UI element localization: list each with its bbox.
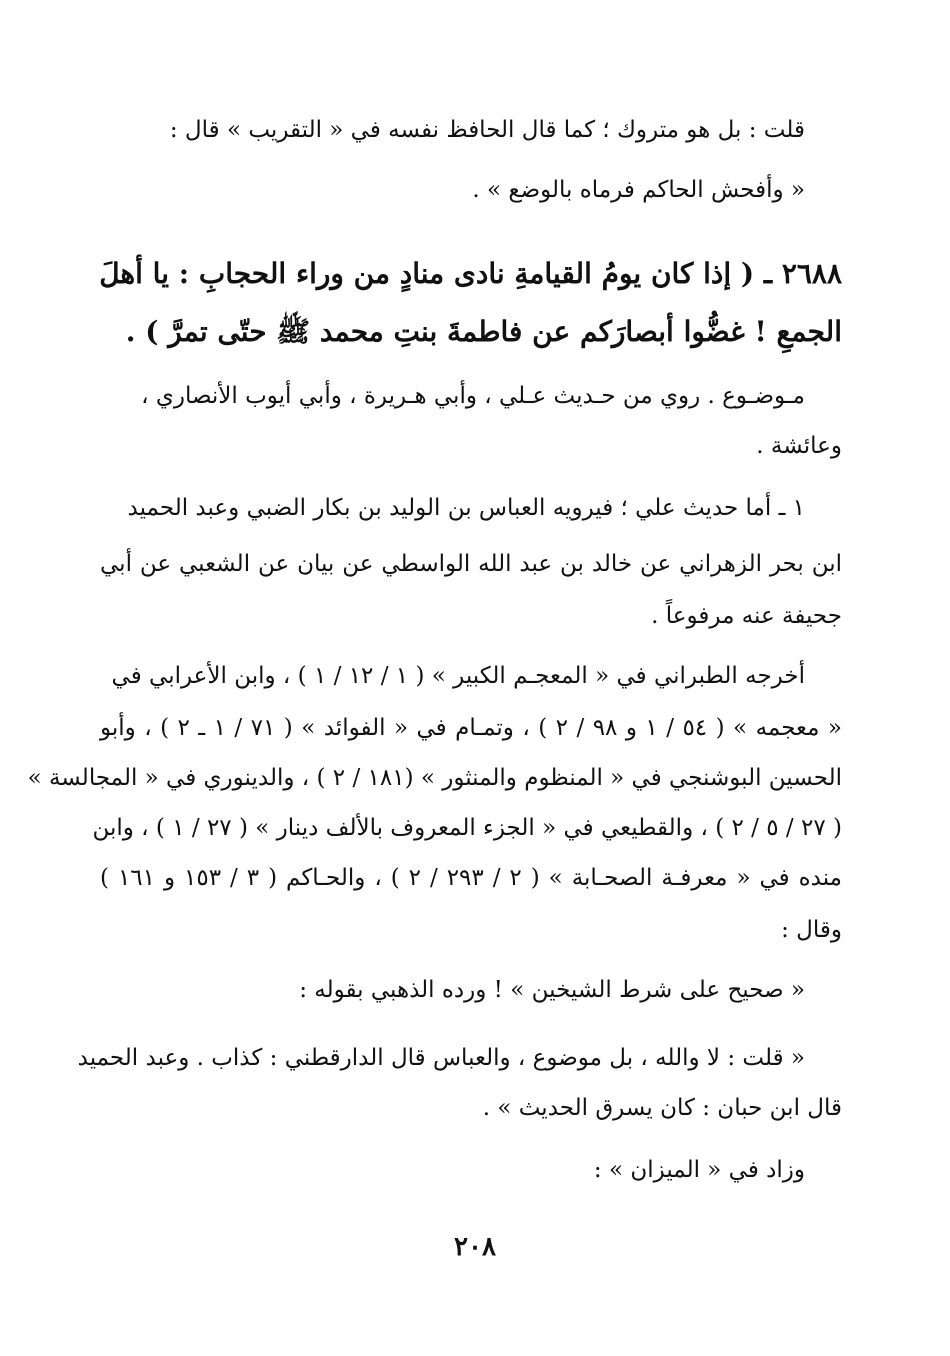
hadith-text-line-2: الجمعِ ! غضُّوا أبصارَكم عن فاطمةَ بنتِ محمد ﷺ حتّى تمرَّ ) . — [125, 315, 842, 348]
hadith-text-line-1: ٢٦٨٨ ـ ( إذا كان يومُ القيامةِ نادى منادٍ من وراء الحجابِ : يا أهلَ — [99, 257, 842, 290]
mizan-line: وزاد في « الميزان » : — [593, 1157, 805, 1183]
hakim-quote: « صحيح على شرط الشيخين » ! ورده الذهبي بقوله : — [299, 977, 805, 1003]
takhrij-line-3: الحسين البوشنجي في « المنظوم والمنثور » (١٨١ / ٢ ) ، والدينوري في « المجالسة » — [27, 765, 842, 791]
verdict-line-2: وعائشة . — [756, 433, 842, 459]
section1-line-1: ١ ـ أما حديث علي ؛ فيرويه العباس بن الوليد بن بكار الضبي وعبد الحميد — [127, 495, 805, 521]
takhrij-line-1: أخرجه الطبراني في « المعجـم الكبير » ( ١ / ١٢ / ١ ) ، وابن الأعرابي في — [111, 663, 805, 689]
verdict-line-1: مـوضـوع . روي من حـديث عـلي ، وأبي هـريرة ، وأبي أيوب الأنصاري ، — [141, 383, 805, 409]
takhrij-line-4: ( ٢٧ / ٥ / ٢ ) ، والقطيعي في « الجزء المعروف بالألف دينار » ( ٢٧ / ١ ) ، وابن — [92, 815, 842, 841]
dhahabi-line-2: قال ابن حبان : كان يسرق الحديث » . — [482, 1095, 842, 1121]
section1-line-3: جحيفة عنه مرفوعاً . — [651, 603, 842, 629]
intro-line-1: قلت : بل هو متروك ؛ كما قال الحافظ نفسه في « التقريب » قال : — [169, 117, 805, 143]
takhrij-line-2: « معجمه » ( ٥٤ / ١ و ٩٨ / ٢ ) ، وتمـام في « الفوائد » ( ٧١ / ١ ـ ٢ ) ، وأبو — [100, 715, 842, 741]
takhrij-line-6: وقال : — [781, 917, 842, 943]
takhrij-line-5: منده في « معرفـة الصحـابة » ( ٢ / ٢٩٣ / ٢ ) ، والحـاكم ( ٣ / ١٥٣ و ١٦١ ) — [100, 865, 842, 891]
dhahabi-line-1: « قلت : لا والله ، بل موضوع ، والعباس قال الدارقطني : كذاب . وعبد الحميد — [77, 1045, 805, 1071]
intro-line-2: « وأفحش الحاكم فرماه بالوضع » . — [472, 177, 805, 203]
page-number: ٢٠٨ — [454, 1232, 496, 1262]
section1-line-2: ابن بحر الزهراني عن خالد بن عبد الله الواسطي عن بيان عن الشعبي عن أبي — [100, 551, 842, 577]
